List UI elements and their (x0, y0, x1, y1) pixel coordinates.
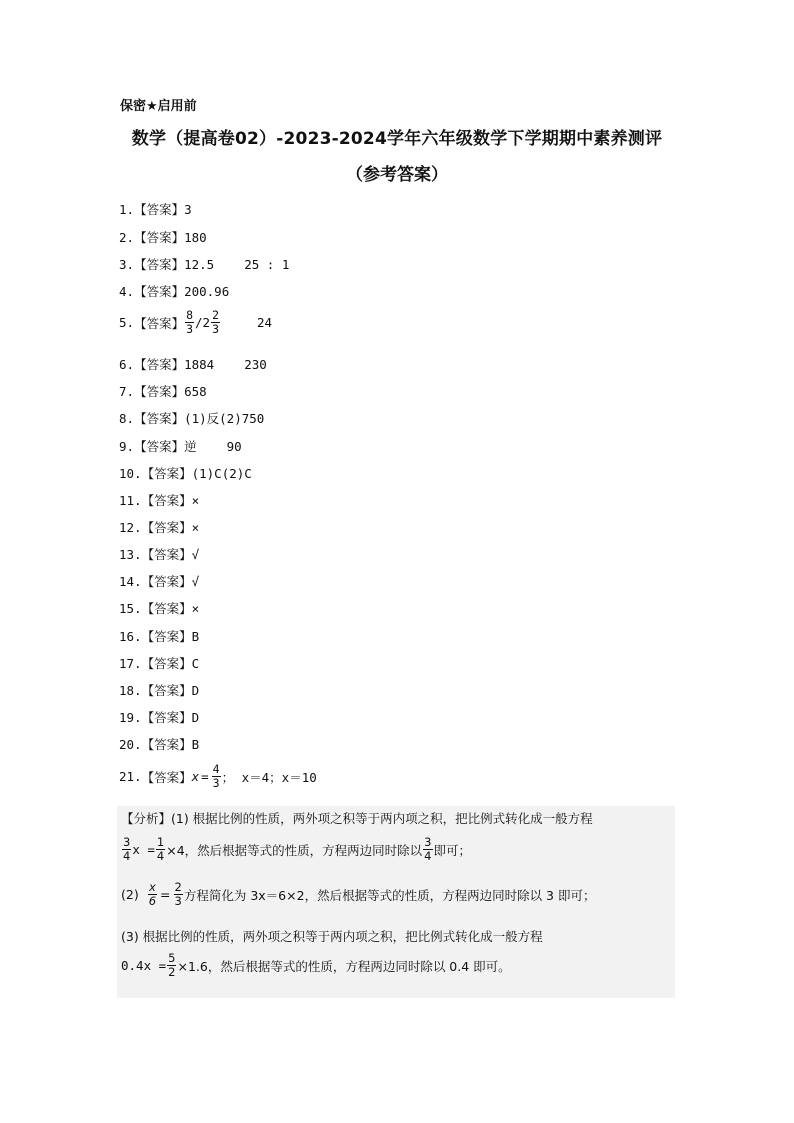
answer-7 (119, 382, 207, 400)
analysis-line-1: 【分析】(1) 根据比例的性质，两外项之积等于两内项之积，把比例式转化成一般方程 (121, 811, 593, 826)
fraction (185, 309, 194, 336)
fraction (212, 763, 221, 790)
answer-tag: 【答案】 (134, 315, 185, 331)
answer-value: (1)C(2)C (191, 465, 252, 481)
analysis-index: (2) (121, 887, 139, 902)
fraction-numerator: 2 (212, 308, 220, 322)
analysis-text: ×1.6，然后根据等式的性质，方程两边同时除以 0.4 即可。 (177, 958, 511, 974)
answer-value: 3 (184, 201, 192, 217)
answer-value: D (191, 682, 200, 698)
fraction-denominator: 4 (424, 849, 432, 863)
answer-17 (119, 654, 199, 672)
fraction (423, 836, 432, 863)
answer-tag: 【答案】 (134, 284, 185, 299)
answer-number: 12. (119, 519, 142, 535)
answer-5 (119, 309, 272, 336)
answer-number: 4. (119, 283, 135, 299)
answer-number: 20. (119, 736, 142, 752)
answer-number: 8. (119, 410, 135, 426)
answer-tag: 【答案】 (141, 466, 192, 481)
answer-value: 658 (184, 383, 207, 399)
answer-9 (119, 437, 242, 455)
fraction (211, 309, 220, 336)
answer-tag: 【答案】 (141, 737, 192, 752)
answer-15 (119, 599, 199, 617)
answer-tag: 【答案】 (134, 439, 185, 454)
confidential-label: 保密★启用前 (120, 99, 197, 114)
answer-value: √ (191, 546, 200, 562)
analysis-box (117, 806, 675, 998)
answer-value: D (191, 709, 200, 725)
analysis-text-end: 即可； (433, 842, 472, 858)
answer-number: 11. (119, 492, 142, 508)
answer-value-2: 230 (244, 356, 267, 372)
answer-value: × (191, 492, 200, 508)
answer-tag: 【答案】 (141, 601, 192, 616)
page-title: 数学（提高卷02）-2023-2024学年六年级数学下学期期中素养测评 (131, 129, 663, 149)
answer-tag: 【答案】 (134, 202, 185, 217)
answer-3 (119, 255, 289, 273)
answer-value-rest: ； x＝4；x＝10 (221, 769, 317, 785)
answer-value: B (191, 628, 200, 644)
fraction (156, 836, 165, 863)
fraction-denominator: 4 (123, 849, 131, 863)
equation-part: x = (132, 842, 155, 857)
answer-14 (119, 572, 199, 590)
answer-tag: 【答案】 (141, 629, 192, 644)
answer-number: 5. (119, 315, 135, 330)
answer-value-2: 24 (257, 315, 273, 330)
analysis-text: 方程简化为 3x＝6×2，然后根据等式的性质，方程两边同时除以 3 即可； (183, 887, 596, 903)
fraction-denominator: 6 (148, 894, 157, 908)
fraction-numerator: 4 (212, 762, 220, 776)
fraction-numerator: x (148, 880, 156, 894)
fraction-numerator: 1 (156, 835, 165, 849)
answer-tag: 【答案】 (141, 574, 192, 589)
analysis-line-5 (121, 952, 511, 979)
answer-tag: 【答案】 (141, 547, 192, 562)
answer-value: × (191, 519, 200, 535)
answer-number: 2. (119, 229, 135, 245)
fraction-denominator: 3 (212, 776, 220, 790)
fraction-denominator: 3 (212, 322, 220, 336)
answer-tag: 【答案】 (134, 357, 185, 372)
fraction (174, 881, 183, 908)
answer-tag: 【答案】 (141, 520, 192, 535)
page-subtitle: （参考答案） (346, 165, 448, 185)
analysis-line-3 (121, 881, 595, 908)
answer-number: 6. (119, 356, 135, 372)
fraction-numerator: 3 (424, 835, 432, 849)
answer-13 (119, 545, 199, 563)
answer-20 (119, 735, 199, 753)
answer-tag: 【答案】 (134, 411, 185, 426)
fraction-denominator: 4 (156, 849, 165, 863)
answer-number: 17. (119, 655, 142, 671)
answer-16 (119, 627, 199, 645)
answer-18 (119, 681, 199, 699)
answer-tag: 【答案】 (134, 230, 185, 245)
fraction-denominator: 3 (186, 322, 194, 336)
fraction-numerator: 3 (123, 835, 131, 849)
answer-number: 1. (119, 201, 135, 217)
answer-1 (119, 200, 192, 218)
answer-value: 1884 (184, 356, 215, 372)
answer-number: 3. (119, 256, 135, 272)
answer-number: 13. (119, 546, 142, 562)
answer-number: 9. (119, 438, 135, 454)
answer-value: √ (191, 573, 200, 589)
answer-6 (119, 355, 267, 373)
variable-x: x (191, 769, 200, 784)
fraction-denominator: 2 (168, 965, 176, 979)
answer-tag: 【答案】 (134, 257, 185, 272)
answer-number: 16. (119, 628, 142, 644)
answer-tag: 【答案】 (141, 493, 192, 508)
answer-value: 逆 (184, 439, 197, 454)
answer-tag: 【答案】 (134, 384, 185, 399)
answer-4 (119, 282, 229, 300)
analysis-text: ×4，然后根据等式的性质，方程两边同时除以 (166, 842, 423, 858)
answer-tag: 【答案】 (141, 769, 192, 785)
analysis-line-2 (121, 836, 471, 863)
answer-8 (119, 409, 264, 427)
answer-tag: 【答案】 (141, 683, 192, 698)
answer-value: 180 (184, 229, 207, 245)
answer-2 (119, 228, 207, 246)
answer-value: × (191, 600, 200, 616)
answer-value: C (191, 655, 200, 671)
answer-11 (119, 491, 199, 509)
fraction-denominator: 3 (174, 894, 182, 908)
fraction (122, 836, 131, 863)
equation-part: 0.4x = (121, 958, 167, 973)
answer-value-2: 25 : 1 (244, 256, 290, 272)
answer-value: 200.96 (184, 283, 230, 299)
fraction (167, 952, 176, 979)
fraction-numerator: 2 (174, 880, 182, 894)
answer-19 (119, 708, 199, 726)
answer-value: 12.5 (184, 256, 215, 272)
answer-number: 21. (119, 769, 142, 784)
equals-sign: = (160, 887, 171, 902)
answer-number: 10. (119, 465, 142, 481)
slash-whole: /2 (195, 315, 211, 330)
answer-10 (119, 464, 252, 482)
answer-21 (119, 763, 317, 790)
answer-tag: 【答案】 (141, 710, 192, 725)
answer-number: 14. (119, 573, 142, 589)
fraction-numerator: 5 (168, 951, 176, 965)
fraction (148, 881, 157, 908)
answer-number: 19. (119, 709, 142, 725)
analysis-line-4: (3) 根据比例的性质，两外项之积等于两内项之积，把比例式转化成一般方程 (121, 929, 543, 944)
answer-value: (1)反(2)750 (184, 411, 265, 426)
answer-value-2: 90 (226, 438, 242, 454)
answer-value: B (191, 736, 200, 752)
answer-number: 15. (119, 600, 142, 616)
equals-sign: = (201, 769, 209, 784)
answer-12 (119, 518, 199, 536)
answer-number: 7. (119, 383, 135, 399)
answer-number: 18. (119, 682, 142, 698)
fraction-numerator: 8 (186, 308, 194, 322)
answer-tag: 【答案】 (141, 656, 192, 671)
